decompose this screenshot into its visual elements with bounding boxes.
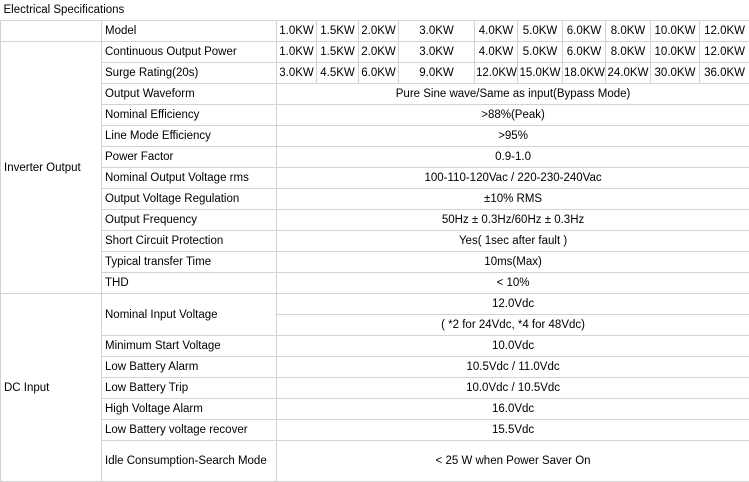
- row-value: >95%: [277, 126, 749, 147]
- row-label: Power Factor: [102, 147, 277, 168]
- table-row: [1, 273, 749, 294]
- power-value: 2.0KW: [359, 42, 399, 63]
- row-value: 10.5Vdc / 11.0Vdc: [277, 357, 749, 378]
- table-row: [1, 84, 749, 105]
- group-label-dc-input: DC Input: [1, 294, 102, 482]
- row-value: Yes( 1sec after fault ): [277, 231, 749, 252]
- surge-value: 9.0KW: [399, 63, 475, 84]
- model-row: [1, 21, 749, 42]
- blank-group-cell: [1, 21, 102, 42]
- row-value: 0.9-1.0: [277, 147, 749, 168]
- model-value: 1.5KW: [317, 21, 359, 42]
- power-value: 3.0KW: [399, 42, 475, 63]
- table-title: Electrical Specifications: [1, 0, 749, 21]
- row-value: 15.5Vdc: [277, 420, 749, 441]
- row-label: THD: [102, 273, 277, 294]
- table-row: [1, 189, 749, 210]
- row-value: 10.0Vdc / 10.5Vdc: [277, 378, 749, 399]
- surge-value: 3.0KW: [277, 63, 317, 84]
- power-value: 1.0KW: [277, 42, 317, 63]
- surge-value: 30.0KW: [651, 63, 700, 84]
- row-value: 10ms(Max): [277, 252, 749, 273]
- model-value: 2.0KW: [359, 21, 399, 42]
- table-row: [1, 105, 749, 126]
- continuous-output-row: [1, 42, 749, 63]
- table-row: [1, 210, 749, 231]
- table-row: [1, 252, 749, 273]
- row-label: Model: [102, 21, 277, 42]
- table-row: [1, 231, 749, 252]
- row-label: Output Voltage Regulation: [102, 189, 277, 210]
- row-label: Output Frequency: [102, 210, 277, 231]
- surge-value: 15.0KW: [518, 63, 563, 84]
- power-value: 6.0KW: [563, 42, 606, 63]
- row-value: < 10%: [277, 273, 749, 294]
- model-value: 6.0KW: [563, 21, 606, 42]
- row-value: 10.0Vdc: [277, 336, 749, 357]
- row-label: Nominal Input Voltage: [102, 294, 277, 336]
- row-value: Pure Sine wave/Same as input(Bypass Mode): [277, 84, 749, 105]
- table-row: [1, 441, 749, 482]
- surge-value: 12.0KW: [475, 63, 518, 84]
- model-value: 12.0KW: [700, 21, 749, 42]
- model-value: 8.0KW: [606, 21, 651, 42]
- row-label: Nominal Efficiency: [102, 105, 277, 126]
- row-value-note: ( *2 for 24Vdc, *4 for 48Vdc): [277, 315, 749, 336]
- row-value: >88%(Peak): [277, 105, 749, 126]
- table-row: [1, 336, 749, 357]
- row-label: Low Battery Trip: [102, 378, 277, 399]
- surge-value: 4.5KW: [317, 63, 359, 84]
- power-value: 12.0KW: [700, 42, 749, 63]
- row-label: Typical transfer Time: [102, 252, 277, 273]
- row-label: Output Waveform: [102, 84, 277, 105]
- model-value: 10.0KW: [651, 21, 700, 42]
- surge-rating-row: [1, 63, 749, 84]
- model-value: 5.0KW: [518, 21, 563, 42]
- group-label-inverter-output: Inverter Output: [1, 42, 102, 294]
- row-value: 16.0Vdc: [277, 399, 749, 420]
- row-value: 12.0Vdc: [277, 294, 749, 315]
- table-row: [1, 294, 749, 315]
- table-row: [1, 357, 749, 378]
- row-label: Nominal Output Voltage rms: [102, 168, 277, 189]
- row-value: < 25 W when Power Saver On: [277, 441, 749, 482]
- row-label: Line Mode Efficiency: [102, 126, 277, 147]
- row-label: Minimum Start Voltage: [102, 336, 277, 357]
- table-row: [1, 126, 749, 147]
- table-row: [1, 147, 749, 168]
- row-label: Low Battery Alarm: [102, 357, 277, 378]
- power-value: 10.0KW: [651, 42, 700, 63]
- table-row: [1, 168, 749, 189]
- table-row: [1, 378, 749, 399]
- model-value: 3.0KW: [399, 21, 475, 42]
- surge-value: 24.0KW: [606, 63, 651, 84]
- power-value: 8.0KW: [606, 42, 651, 63]
- table-row: [1, 399, 749, 420]
- power-value: 5.0KW: [518, 42, 563, 63]
- row-label: Short Circuit Protection: [102, 231, 277, 252]
- power-value: 1.5KW: [317, 42, 359, 63]
- row-label: Low Battery voltage recover: [102, 420, 277, 441]
- surge-value: 6.0KW: [359, 63, 399, 84]
- row-label: Surge Rating(20s): [102, 63, 277, 84]
- row-label: High Voltage Alarm: [102, 399, 277, 420]
- model-value: 4.0KW: [475, 21, 518, 42]
- table-row: [1, 420, 749, 441]
- row-value: ±10% RMS: [277, 189, 749, 210]
- row-value: 100-110-120Vac / 220-230-240Vac: [277, 168, 749, 189]
- row-label: Continuous Output Power: [102, 42, 277, 63]
- model-value: 1.0KW: [277, 21, 317, 42]
- surge-value: 36.0KW: [700, 63, 749, 84]
- surge-value: 18.0KW: [563, 63, 606, 84]
- row-label: Idle Consumption-Search Mode: [102, 441, 277, 482]
- power-value: 4.0KW: [475, 42, 518, 63]
- row-value: 50Hz ± 0.3Hz/60Hz ± 0.3Hz: [277, 210, 749, 231]
